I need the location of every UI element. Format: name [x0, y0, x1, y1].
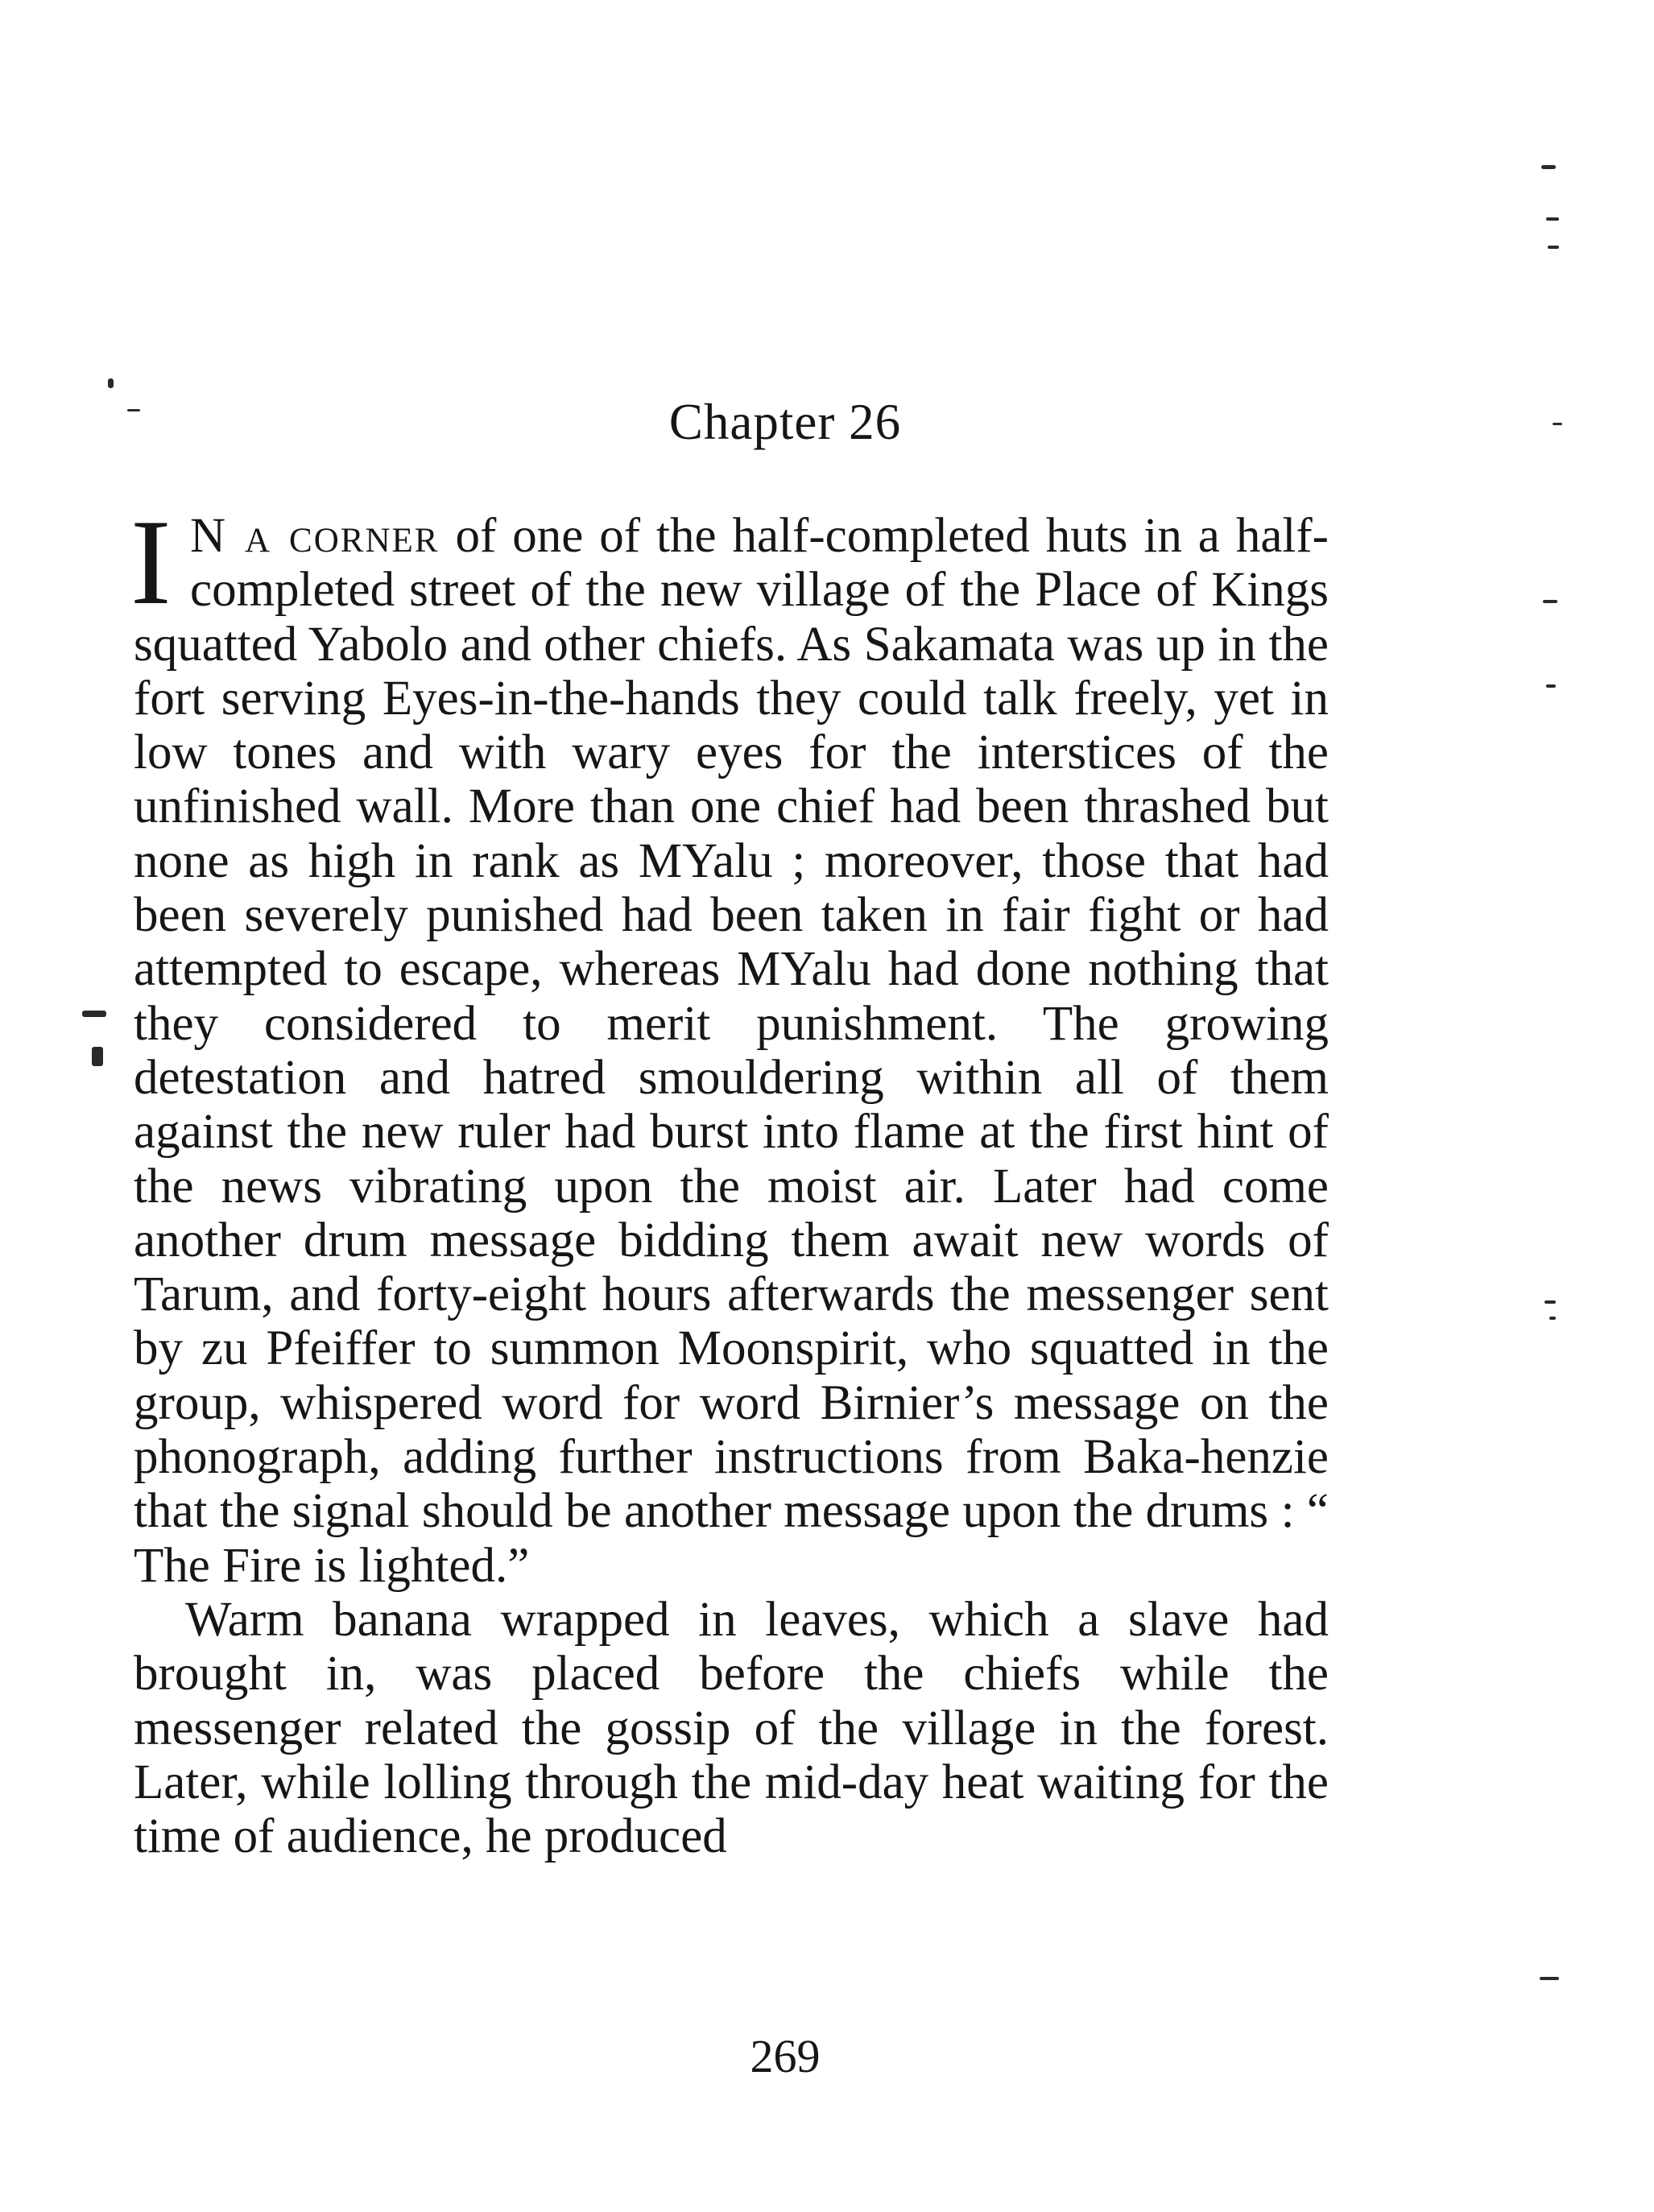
- scan-speck: [1541, 165, 1556, 169]
- scan-speck: [1543, 600, 1557, 603]
- scan-speck: [1544, 1300, 1556, 1304]
- scan-speck: [82, 1011, 106, 1017]
- paragraph-2: [134, 1593, 1329, 1863]
- scan-speck: [1540, 1977, 1559, 1980]
- scan-speck: [1546, 684, 1556, 688]
- scan-speck: [108, 378, 114, 388]
- chapter-title: Chapter 26: [668, 394, 902, 450]
- scan-speck: [92, 1047, 103, 1066]
- paragraph-2-text: Warm banana wrapped in leaves, which a slave had brought in, was placed before the chiefs while the messenger related the gossip of the village in the forest. Later, while lolling through the mid-day heat waiting for the time of audience, he produced: [134, 1592, 1329, 1864]
- scan-speck: [127, 409, 140, 411]
- body-text: [130, 494, 1329, 1864]
- opening-words: N a corner: [190, 509, 440, 563]
- paragraph-1: [130, 494, 1329, 1593]
- paragraph-1-text: of one of the half-completed huts in a half-completed street of the new village of the Place of Kings squatted Yabolo and other chiefs. As Sakamata was up in the fort serving Eyes-in-the-hands they could talk freely, yet in low tones and with wary eyes for the interstices of the unfinished wall. More than one chief had been thrashed but none as high in rank as MYalu ; moreover, those that had been severely punished had been taken in fair fight or had attempted to escape, whereas MYalu had done nothing that they considered to merit punishment. The growing detestation and hatred smouldering within all of them against the new ruler had burst into flame at the first hint of the news vibrating upon the moist air. Later had come another drum message bidding them await new words of Tarum, and forty-eight hours afterwards the messenger sent by zu Pfeiffer to summon Moonspirit, who squatted in the group, whispered word for word Birnier’s message on the phonograph, adding further instructions from Baka-henzie that the signal should be another message upon the drums : “ The Fire is lighted.”: [134, 509, 1329, 1593]
- scan-speck: [1549, 1317, 1556, 1320]
- scan-speck: [1553, 423, 1562, 425]
- page-number: 269: [750, 2030, 821, 2082]
- scan-speck: [1546, 217, 1559, 221]
- scan-speck: [1548, 246, 1559, 249]
- drop-cap: I: [130, 494, 172, 630]
